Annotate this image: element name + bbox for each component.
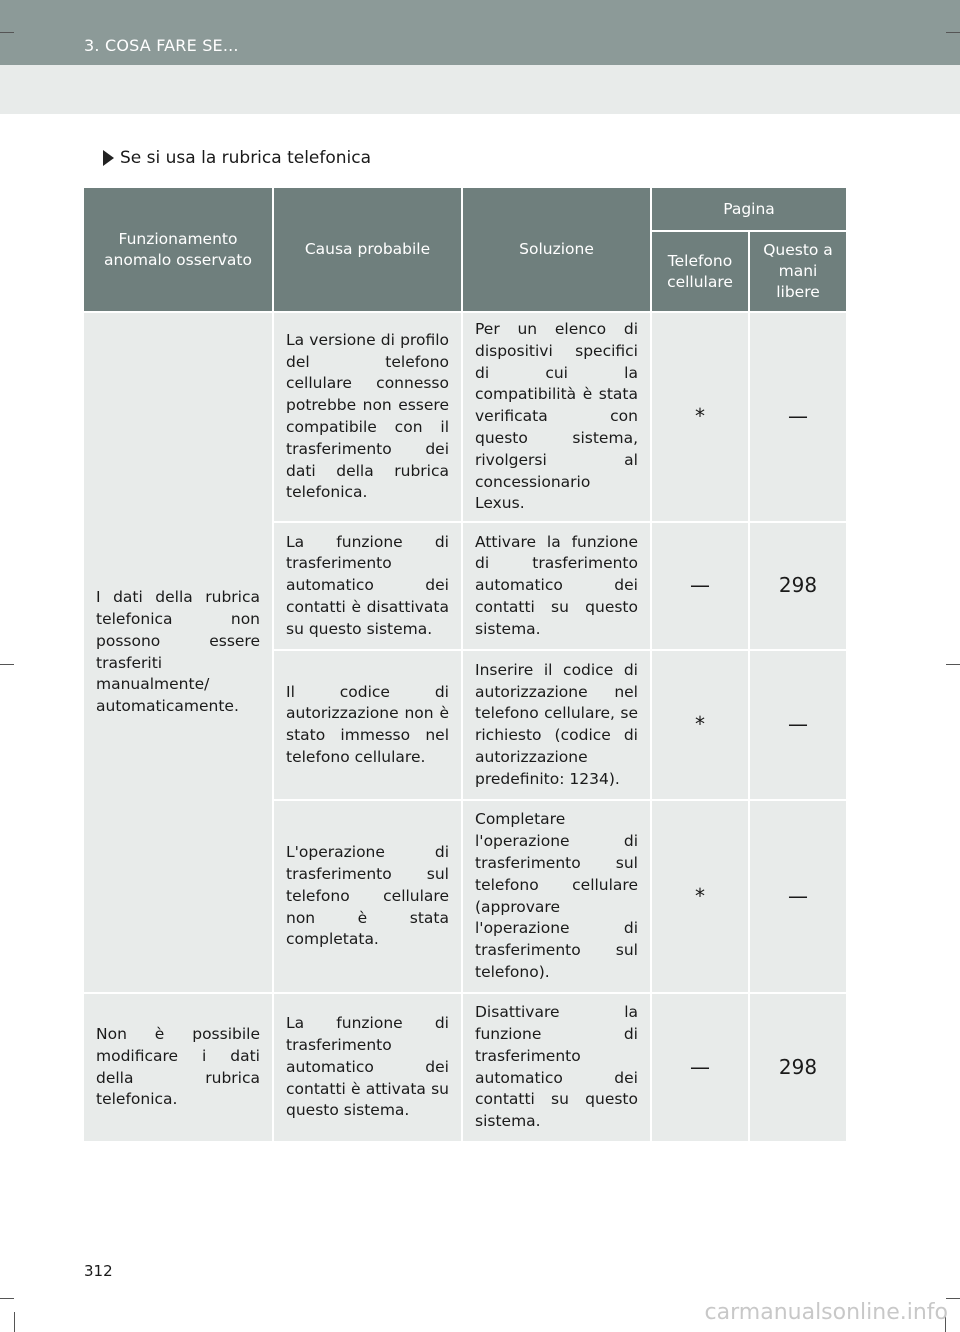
cause-cell: Il codice di autorizzazione non è stato immesso nel telefono cellulare. [273,650,462,800]
crop-mark [946,664,960,665]
solution-cell: Disattivare la funzione di trasferimento automatico dei contatti su questo sistema. [462,993,651,1142]
phone-page-cell: — [651,993,749,1142]
header-subband [0,65,960,114]
crop-mark [0,664,14,665]
phone-page-cell: * [651,800,749,993]
cause-cell: La versione di profilo del telefono cellulare connesso potrebbe non essere compatibile con il trasferimento dei dati della rubrica telefonica. [273,312,462,522]
chapter-title: 3. COSA FARE SE... [84,36,239,55]
cause-cell: La funzione di trasferimento automatico dei contatti è attivata su questo sistema. [273,993,462,1142]
triangle-bullet-icon [103,150,114,166]
crop-mark [946,1298,960,1299]
malfunction-cell: Non è possibile modificare i dati della rubrica telefonica. [84,993,273,1142]
header-malfunction: Funzionamento anomalo osservato [84,188,273,312]
phone-page-cell: * [651,312,749,522]
header-solution: Soluzione [462,188,651,312]
cause-cell: La funzione di trasferimento automatico dei contatti è disattivata su questo sistema. [273,522,462,650]
section-title-text: Se si usa la rubrica telefonica [120,148,372,168]
page-number: 312 [84,1262,113,1280]
handsfree-page-cell: — [749,312,846,522]
crop-mark [14,1312,15,1332]
cause-cell: L'operazione di trasferimento sul telefono cellulare non è stata completata. [273,800,462,993]
watermark: carmanualsonline.info [704,1300,948,1325]
header-cause: Causa probabile [273,188,462,312]
handsfree-page-cell: 298 [749,522,846,650]
crop-mark [0,1298,14,1299]
table-row [84,993,846,1142]
crop-mark [0,32,14,33]
handsfree-page-cell: 298 [749,993,846,1142]
malfunction-cell: I dati della rubrica telefonica non possono essere trasferiti manualmente/ automaticamente. [84,312,273,993]
solution-cell: Completare l'operazione di trasferimento sul telefono cellulare (approvare l'operazione di trasferimento sul telefono). [462,800,651,993]
phone-page-cell: — [651,522,749,650]
header-page: Pagina [651,188,846,231]
solution-cell: Attivare la funzione di trasferimento automatico dei contatti su questo sistema. [462,522,651,650]
solution-cell: Per un elenco di dispositivi specifici di cui la compatibilità è stata verificata con questo sistema, rivolgersi al concessionario Lexus. [462,312,651,522]
table-row [84,312,846,522]
solution-cell: Inserire il codice di autorizzazione nel telefono cellulare, se richiesto (codice di autorizzazione predefinito: 1234). [462,650,651,800]
header-handsfree: Questo a mani libere [749,231,846,312]
chapter-header [0,0,960,65]
troubleshooting-table [84,188,846,1143]
crop-mark [946,32,960,33]
handsfree-page-cell: — [749,650,846,800]
handsfree-page-cell: — [749,800,846,993]
header-phone: Telefono cellulare [651,231,749,312]
section-title [103,148,371,168]
phone-page-cell: * [651,650,749,800]
